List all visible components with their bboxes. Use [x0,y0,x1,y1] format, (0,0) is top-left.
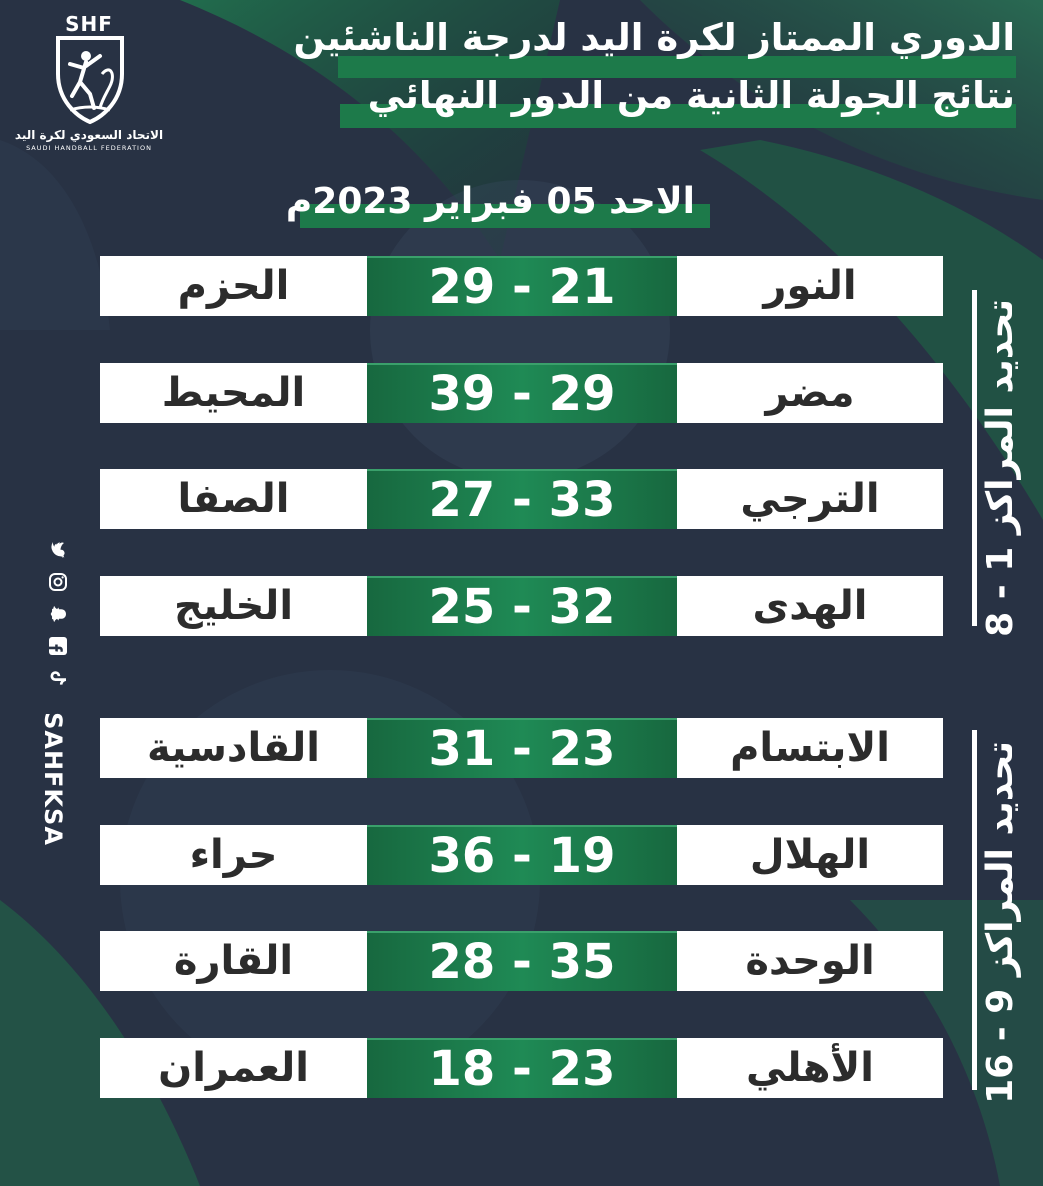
match-score: 18 - 23 [367,1038,677,1098]
away-team: حراء [100,825,367,885]
home-team: مضر [677,363,943,423]
away-team: الصفا [100,469,367,529]
away-team: الحزم [100,256,367,316]
match-score: 28 - 35 [367,931,677,991]
away-team: العمران [100,1038,367,1098]
home-team: الهلال [677,825,943,885]
away-team: المحيط [100,363,367,423]
match-row [100,363,943,423]
federation-logo [14,8,164,153]
group-1-divider [972,290,977,626]
page-title: الدوري الممتاز لكرة اليد لدرجة الناشئين [293,16,1015,59]
home-team: النور [677,256,943,316]
match-row [100,469,943,529]
match-score: 36 - 19 [367,825,677,885]
match-score: 39 - 29 [367,363,677,423]
group-1-label: تحديد المراكز 1 - 8 [980,299,1021,637]
match-row [100,1038,943,1098]
match-score: 31 - 23 [367,718,677,778]
logo-english-name: SAUDI HANDBALL FEDERATION [26,144,152,152]
match-row [100,825,943,885]
facebook-icon[interactable] [48,636,68,656]
away-team: القادسية [100,718,367,778]
logo-emblem-icon [50,34,130,126]
match-row [100,256,943,316]
logo-abbreviation: SHF [65,12,113,36]
home-team: الأهلي [677,1038,943,1098]
twitter-icon[interactable] [48,540,68,560]
instagram-icon[interactable] [48,572,68,592]
match-row [100,931,943,991]
match-row [100,576,943,636]
match-score: 29 - 21 [367,256,677,316]
group-2-label: تحديد المراكز 9 - 16 [980,741,1021,1104]
page-subtitle: نتائج الجولة الثانية من الدور النهائي [367,74,1015,117]
match-date: الاحد 05 فبراير 2023م [285,181,695,222]
tiktok-icon[interactable] [48,668,68,688]
away-team: الخليج [100,576,367,636]
home-team: الترجي [677,469,943,529]
home-team: الوحدة [677,931,943,991]
match-score: 25 - 32 [367,576,677,636]
home-team: الهدى [677,576,943,636]
group-2-divider [972,730,977,1090]
match-row [100,718,943,778]
social-links [38,540,78,846]
snapchat-icon[interactable] [48,604,68,624]
match-score: 27 - 33 [367,469,677,529]
logo-arabic-name: الاتحاد السعودي لكرة اليد [14,128,164,142]
social-handle: SAHFKSA [39,712,67,846]
away-team: القارة [100,931,367,991]
home-team: الابتسام [677,718,943,778]
